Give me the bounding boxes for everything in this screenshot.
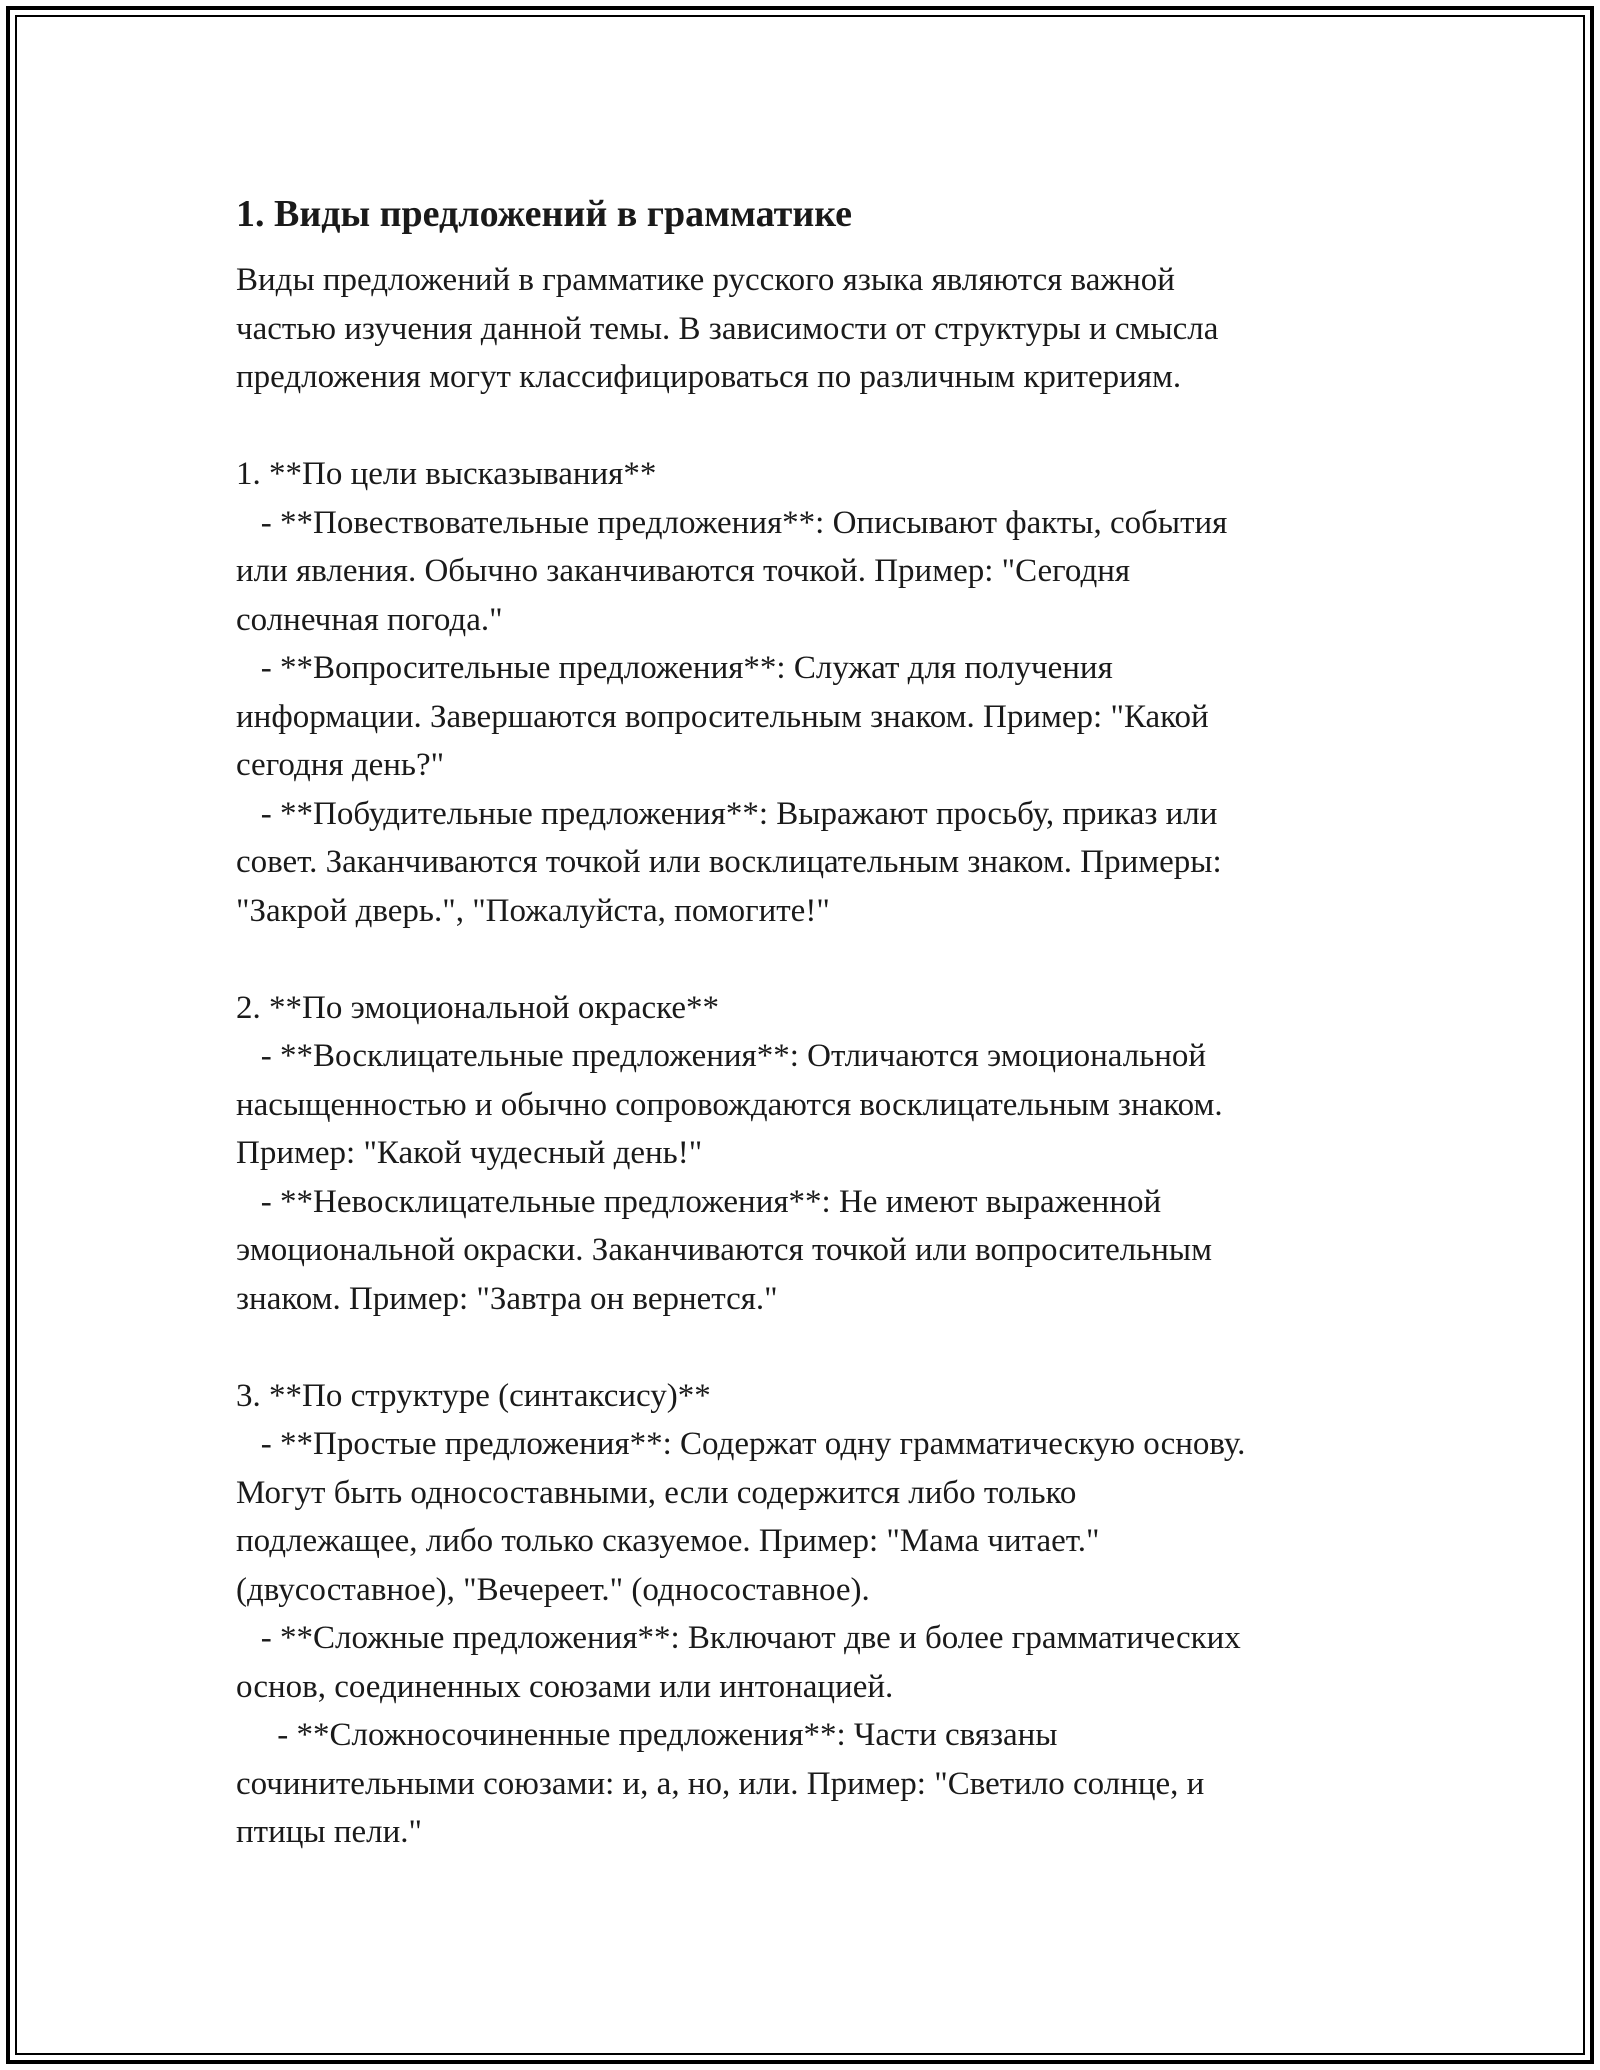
text-line: или явления. Обычно заканчиваются точкой. Пример: "Сегодня (236, 553, 1131, 589)
text-line: эмоциональной окраски. Заканчиваются точкой или вопросительным (236, 1232, 1212, 1268)
paragraph-gap (236, 935, 1396, 984)
intro-paragraph (236, 256, 1396, 402)
text-line: (двусоставное), "Вечереет." (односоставное). (236, 1571, 870, 1608)
section-heading: 1. **По цели высказывания** (236, 456, 657, 492)
text-line: "Закрой дверь.", "Пожалуйста, помогите!" (236, 892, 830, 929)
document-page (236, 186, 1396, 1857)
text-line: солнечная погода." (236, 601, 503, 638)
paragraph-gap (236, 1323, 1396, 1372)
section-structure (236, 1372, 1396, 1857)
text-line: частью изучения данной темы. В зависимости от структуры и смысла (236, 310, 1219, 347)
text-line: сегодня день?" (236, 747, 445, 783)
document-title: 1. Виды предложений в грамматике (236, 193, 853, 235)
section-emotion (236, 984, 1396, 1324)
text-line: - **Побудительные предложения**: Выражают просьбу, приказ или (236, 795, 1218, 832)
text-line: - **Повествовательные предложения**: Описывают факты, события (236, 504, 1228, 541)
text-line: насыщенностью и обычно сопровождаются восклицательным знаком. (236, 1086, 1223, 1123)
text-line: Пример: "Какой чудесный день!" (236, 1135, 703, 1171)
text-line: - **Простые предложения**: Содержат одну грамматическую основу. (236, 1426, 1246, 1462)
section-heading: 3. **По структуре (синтаксису)** (236, 1377, 711, 1414)
text-line: - **Сложносочиненные предложения**: Части связаны (236, 1717, 1058, 1753)
text-line: основ, соединенных союзами или интонацией. (236, 1668, 894, 1705)
text-line: - **Восклицательные предложения**: Отличаются эмоциональной (236, 1038, 1207, 1074)
text-line: - **Сложные предложения**: Включают две и более грамматических (236, 1620, 1241, 1656)
text-line: предложения могут классифицироваться по различным критериям. (236, 359, 1182, 395)
text-line: информации. Завершаются вопросительным знаком. Пример: "Какой (236, 698, 1209, 735)
paragraph-gap (236, 402, 1396, 451)
text-line: совет. Заканчиваются точкой или восклицательным знаком. Примеры: (236, 844, 1222, 880)
section-heading: 2. **По эмоциональной окраске** (236, 989, 720, 1026)
text-line: Могут быть односоставными, если содержится либо только (236, 1474, 1077, 1511)
text-line: - **Невосклицательные предложения**: Не имеют выраженной (236, 1183, 1162, 1220)
text-line: знаком. Пример: "Завтра он вернется." (236, 1280, 778, 1317)
text-line: Виды предложений в грамматике русского языка являются важной (236, 262, 1175, 298)
section-purpose (236, 450, 1396, 935)
text-line: птицы пели." (236, 1814, 422, 1850)
text-line: сочинительными союзами: и, а, но, или. Пример: "Светило солнце, и (236, 1765, 1205, 1802)
text-line: подлежащее, либо только сказуемое. Пример: "Мама читает." (236, 1523, 1100, 1559)
text-line: - **Вопросительные предложения**: Служат для получения (236, 650, 1113, 686)
